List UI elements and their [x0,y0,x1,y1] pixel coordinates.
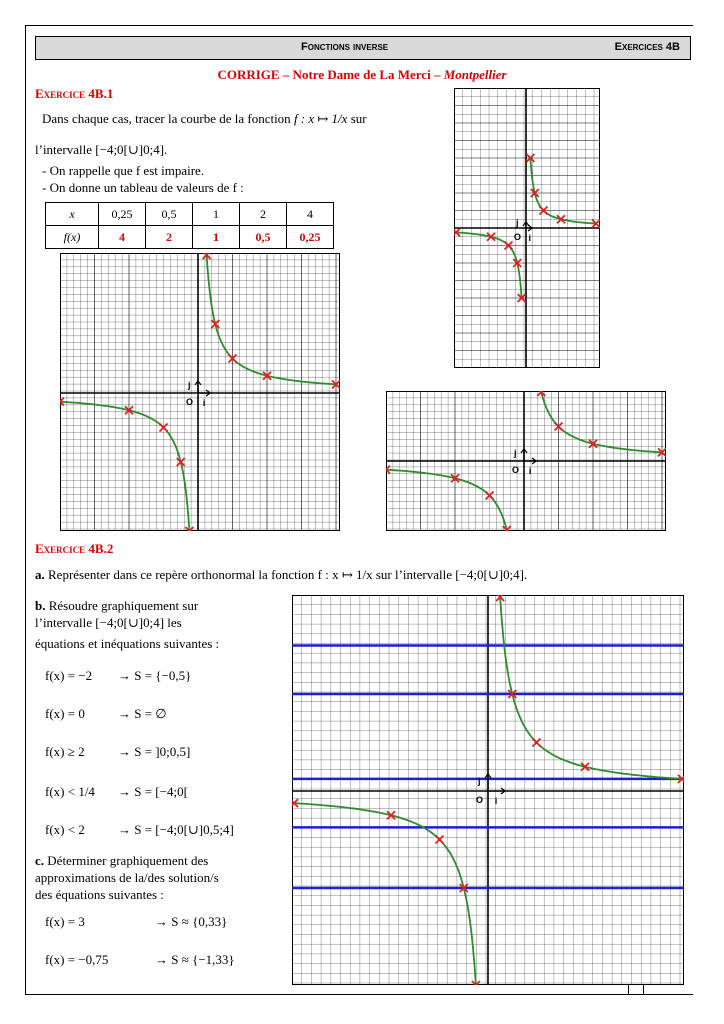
c-ans-1: → S ≈ {0,33} [155,914,228,929]
table-x-cell: 1 [193,203,240,226]
ex2-b [35,598,198,614]
grid-border [61,254,340,531]
ex2-c-line2: approximations de la/des solution/s [35,870,219,885]
b-ans-2: → S = ∅ [118,706,167,721]
ex1-function: f : x ↦ 1/x [293,111,348,126]
unit-i-label: i [528,466,532,476]
function-curve [386,470,515,531]
c-eq-2: f(x) = −0,75 [45,952,109,967]
function-curve [60,402,189,531]
ex1-title: Exercice 4B.1 [35,86,114,101]
graph-3 [386,391,666,531]
function-curve [533,391,662,452]
correction-city: Montpellier [443,67,507,82]
ex2-a-label: a. [35,567,45,582]
header-right: Exercices 4B [614,41,680,53]
b-eq-2: f(x) = 0 [45,706,85,721]
table-fx-cell: 0,5 [240,226,287,249]
ex2-b-line3: équations et inéquations suivantes : [35,636,220,651]
c-ans-2: → S ≈ {−1,33} [155,952,235,967]
table-fx-cell: 1 [193,226,240,249]
unit-j-label: j [188,380,191,391]
ex1-intro [42,111,367,127]
correction-line [0,67,724,83]
b-ans-5: → S = [−4;0[∪]0,5;4] [118,822,234,837]
ex2-c-line1: Déterminer graphiquement des [47,853,209,868]
unit-j-label: j [514,448,517,459]
ex1-interval: l’intervalle [−4;0[∪]0;4]. [35,142,168,157]
graph-1 [60,253,340,531]
origin-label: O [512,465,520,475]
unit-j-label: j [478,776,481,787]
c-eq-1: f(x) = 3 [45,914,85,929]
ex2-b-line1: Résoudre graphiquement sur [48,598,199,613]
table-fx-cell: 0,25 [287,226,334,249]
ex2-b-label: b. [35,598,46,613]
table-x-cell: 0,25 [99,203,146,226]
unit-j-label: j [516,217,519,228]
ex2-a-text: Représenter dans ce repère orthonormal la fonction f : x ↦ 1/x sur l’intervalle [−4;0[∪]0;4]. [48,567,528,582]
origin-label: O [186,397,194,407]
table-fx-cell: 2 [146,226,193,249]
function-curve [207,255,336,384]
graph-4 [292,595,684,985]
unit-i-label: i [202,398,206,408]
b-eq-1: f(x) = −2 [45,668,93,683]
ex1-sur: sur [350,111,367,126]
table-fx-cell: 4 [99,226,146,249]
table-x-cell: 0,5 [146,203,193,226]
ex2-c-line3: des équations suivantes : [35,887,164,902]
function-curve [294,803,476,985]
page-header [35,36,691,60]
origin-label: O [514,232,522,242]
ex1-intro1: Dans chaque cas, tracer la courbe de la fonction [42,111,291,126]
values-table [45,202,334,249]
graph-2 [454,88,600,368]
table-x-label: x [46,203,99,226]
b-eq-5: f(x) < 2 [45,822,85,837]
b-eq-4: f(x) < 1/4 [45,784,95,799]
ex1-bullet1: - On rappelle que f est impaire. [42,163,205,178]
b-ans-4: → S = [−4;0[ [118,784,188,799]
unit-i-label: i [528,233,531,243]
data-point-marker [533,739,541,747]
function-curve [500,597,682,779]
page-corner-mark [628,985,644,994]
ex2-a [35,567,527,583]
origin-label: O [476,795,484,805]
header-title: Fonctions inverse [301,41,389,53]
ex1-bullet2: - On donne un tableau de valeurs de f : [42,180,244,195]
table-fx-label: f(x) [46,226,99,249]
table-x-cell: 2 [240,203,287,226]
data-point-marker [436,836,444,844]
b-eq-3: f(x) ≥ 2 [45,744,85,759]
table-x-cell: 4 [287,203,334,226]
ex2-c-label: c. [35,853,45,868]
ex2-title: Exercice 4B.2 [35,541,114,556]
b-ans-3: → S = ]0;0,5] [118,744,191,759]
ex2-b-line2: l’intervalle [−4;0[∪]0;4] les [35,615,182,630]
ex2-c [35,853,208,869]
correction-prefix: CORRIGE – Notre Dame de La Merci – [217,67,444,82]
unit-i-label: i [494,796,498,806]
b-ans-1: → S = {−0,5} [118,668,192,683]
